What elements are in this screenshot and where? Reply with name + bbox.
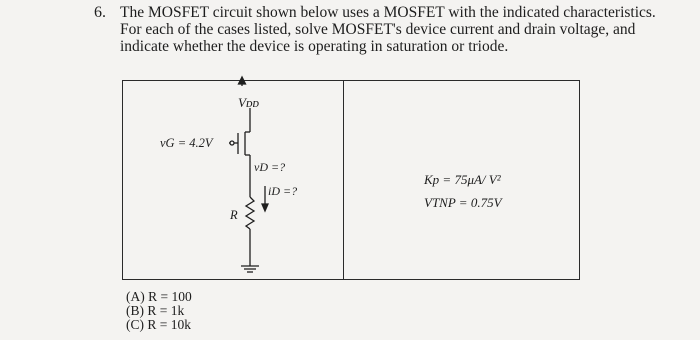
vd-label: vD =?	[254, 160, 286, 174]
case-item: (A) R = 100	[126, 289, 192, 304]
threshold-voltage-value: VTNP = 0.75V	[424, 195, 502, 210]
gate-bubble-icon	[230, 141, 234, 145]
cases-list	[126, 290, 192, 332]
vdd-label: Vᴅᴅ	[238, 95, 260, 110]
kp-value: Kp = 75μA/ V²	[424, 172, 501, 187]
problem-number: 6.	[94, 4, 106, 21]
statement-line: The MOSFET circuit shown below uses a MOSFET with the indicated characteristics.	[120, 4, 656, 21]
current-arrow-icon	[262, 204, 268, 211]
case-item: (B) R = 1k	[126, 303, 185, 318]
resistor-label: R	[230, 208, 238, 222]
statement-line: For each of the cases listed, solve MOSFET's device current and drain voltage, and	[120, 21, 636, 38]
resistor-icon	[246, 197, 254, 229]
id-label: iD =?	[268, 184, 298, 198]
case-item: (C) R = 10k	[126, 317, 191, 332]
vdd-arrow-icon	[239, 77, 246, 84]
vg-label: vG = 4.2V	[160, 136, 213, 150]
statement-line: indicate whether the device is operating in saturation or triode.	[120, 38, 509, 55]
